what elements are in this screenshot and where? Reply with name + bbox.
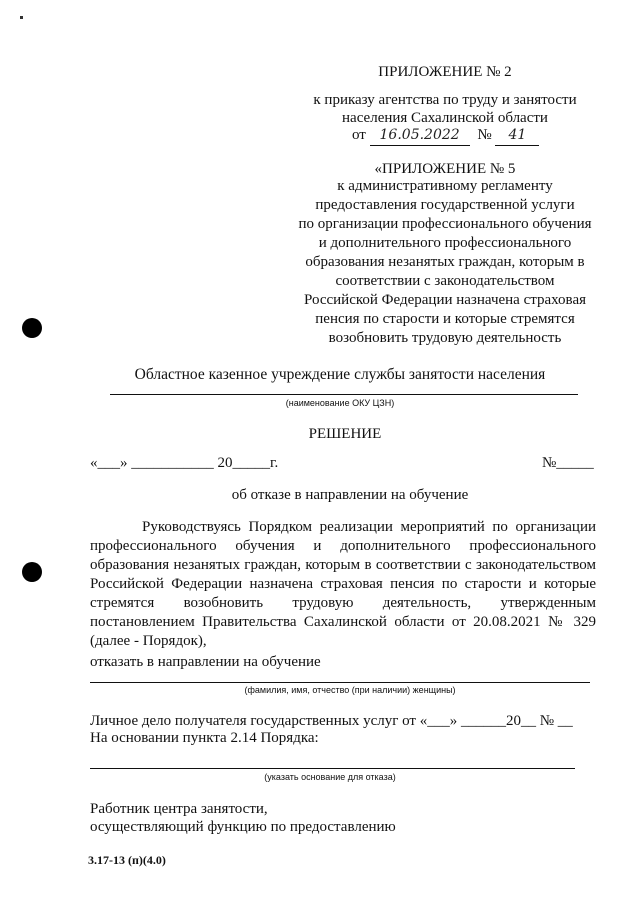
body-line: Российской Федерации назначена страховая пенсия по старости и которые (90, 576, 596, 592)
signatory-line-1: Работник центра занятости, (90, 801, 268, 817)
body-line: профессионального обучения и дополнительного профессионального (90, 538, 596, 554)
institution-name: Областное казенное учреждение службы занятости населения (134, 366, 546, 383)
appendix-line-2: населения Сахалинской области (342, 110, 548, 126)
body-line: (далее - Порядок), (90, 633, 207, 649)
appendix-date-row (352, 126, 539, 146)
refuse-text: отказать в направлении на обучение (90, 654, 321, 670)
punch-hole-top (22, 318, 42, 338)
handwritten-date: 16.05.2022 (370, 126, 470, 146)
annex5-line: соответствии с законодательством (335, 273, 555, 289)
decision-subject: об отказе в направлении на обучение (231, 487, 469, 503)
basis-line: На основании пункта 2.14 Порядка: (90, 730, 319, 746)
annex5-line: Российской Федерации назначена страховая (303, 292, 587, 308)
body-line: Руководствуясь Порядком реализации мероприятий по организации (142, 519, 596, 535)
signatory-line-2: осуществляющий функцию по предоставлению (90, 819, 396, 835)
annex5-line: возобновить трудовую деятельность (328, 330, 562, 346)
personal-file-line: Личное дело получателя государственных услуг от «___» ______20__ № __ (90, 713, 573, 729)
annex5-title: «ПРИЛОЖЕНИЕ № 5 (374, 161, 516, 177)
institution-underline (110, 394, 578, 395)
from-label: от (352, 127, 366, 143)
decision-number: №_____ (542, 455, 594, 471)
body-paragraph (90, 518, 596, 651)
institution-caption: (наименование ОКУ ЦЗН) (285, 398, 395, 408)
scan-speck (20, 16, 23, 19)
annex5-line: пенсия по старости и которые стремятся (315, 311, 575, 327)
decision-date: «___» ___________ 20_____г. (90, 455, 279, 471)
basis-caption: (указать основание для отказа) (264, 772, 396, 782)
name-line (90, 682, 590, 683)
annex5-line: к административному регламенту (337, 178, 553, 194)
handwritten-number: 41 (495, 126, 539, 146)
punch-hole-bottom (22, 562, 42, 582)
number-label: № (477, 127, 492, 143)
body-line: постановлением Правительства Сахалинской области от 20.08.2021 № 329 (90, 614, 596, 630)
appendix-line-1: к приказу агентства по труду и занятости (313, 92, 577, 108)
annex5-text (282, 177, 608, 348)
decision-title: РЕШЕНИЕ (308, 426, 382, 442)
form-code: 3.17-13 (п)(4.0) (88, 853, 166, 867)
body-line: образования незанятых граждан, которым в соответствии с законодательством (90, 557, 596, 573)
annex5-line: образования незанятых граждан, которым в (305, 254, 585, 270)
annex5-line: по организации профессионального обучения (298, 216, 592, 232)
basis-underline (90, 768, 575, 769)
appendix-title: ПРИЛОЖЕНИЕ № 2 (378, 64, 512, 80)
annex5-line: предоставления государственной услуги (315, 197, 575, 213)
annex5-line: и дополнительного профессионального (318, 235, 572, 251)
body-line: стремятся возобновить трудовую деятельность, утвержденным (90, 595, 596, 611)
name-caption: (фамилия, имя, отчество (при наличии) женщины) (244, 685, 456, 695)
